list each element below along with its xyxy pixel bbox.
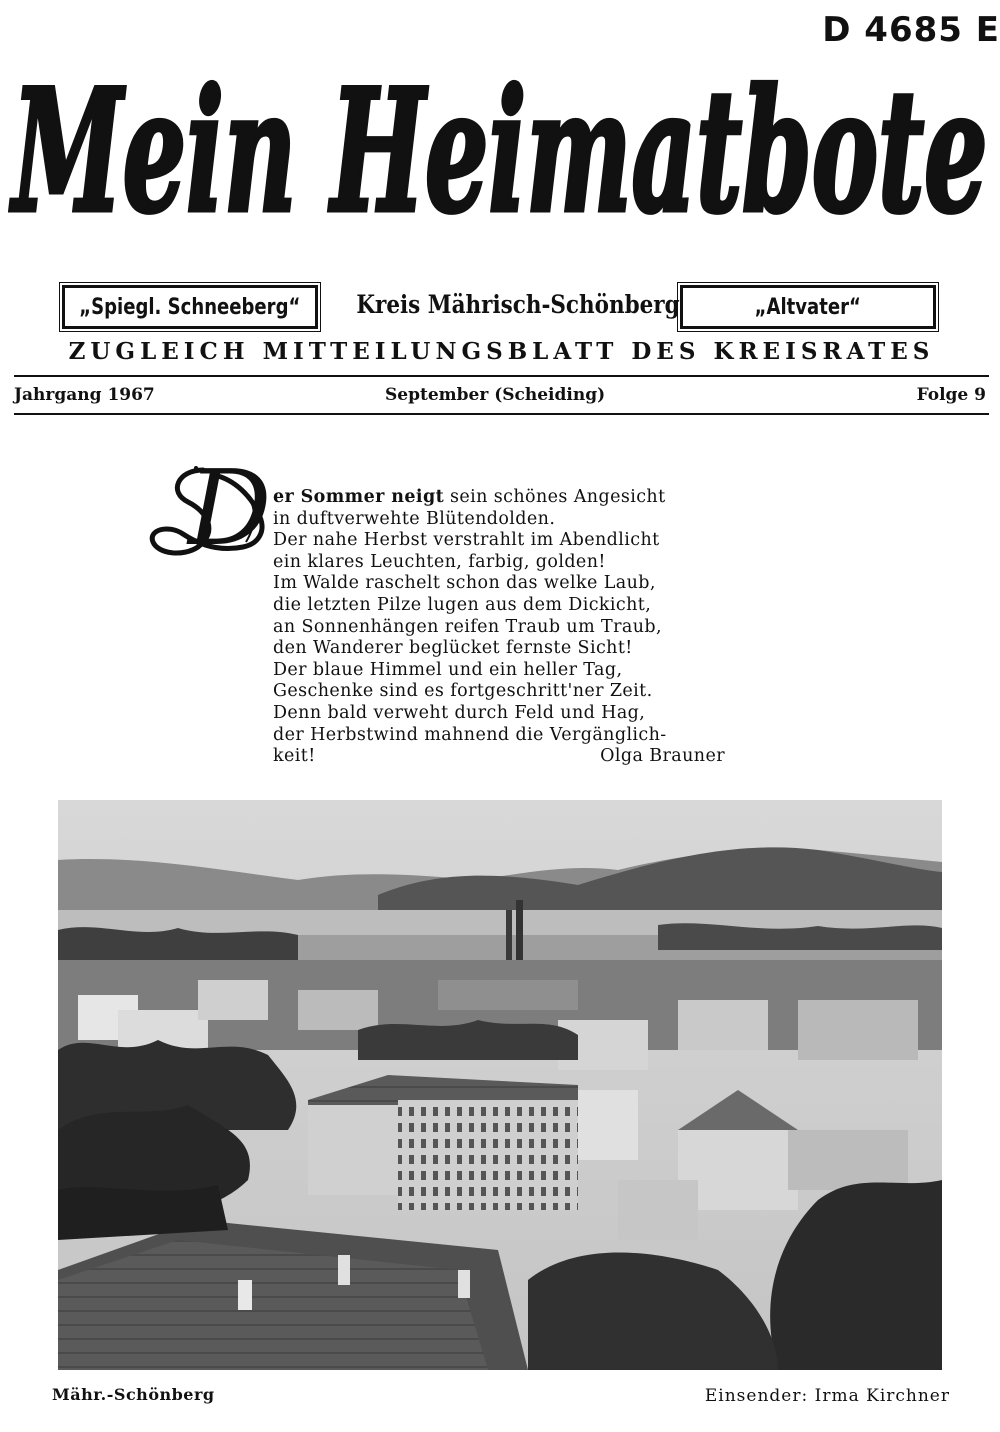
town-photo (58, 800, 942, 1370)
masthead-title (8, 40, 993, 270)
poem-line: Geschenke sind es fortgeschritt'ner Zeit. (273, 681, 653, 702)
issue-number: Folge 9 (916, 385, 986, 405)
subtitle-line: ZUGLEICH MITTEILUNGSBLATT DES KREISRATES (68, 338, 935, 365)
photo-caption-place: Mähr.-Schönberg (52, 1385, 215, 1404)
poem-last-line (273, 746, 725, 768)
poem-first-rest: sein schönes Angesicht (444, 487, 666, 507)
poem-line: Im Walde raschelt schon das welke Laub, (273, 573, 656, 594)
poem-line: ein klares Leuchten, farbig, golden! (273, 551, 606, 572)
region-box-left (62, 285, 318, 329)
photo-caption-sender: Einsender: Irma Kirchner (704, 1386, 950, 1406)
issue-month: September (Scheiding) (385, 385, 606, 405)
divider-top (14, 375, 989, 377)
region-box-right-label: „Altvater“ (754, 294, 862, 320)
poem-line: den Wanderer beglücket fernste Sicht! (273, 638, 633, 659)
issue-year: Jahrgang 1967 (14, 385, 155, 405)
region-title (330, 290, 680, 319)
poem-line: Der nahe Herbst verstrahlt im Abendlicht (273, 530, 660, 551)
poem-line: Denn bald verweht durch Feld und Hag, (273, 702, 646, 723)
poem-line: an Sonnenhängen reifen Traub um Traub, (273, 616, 662, 637)
poem-initial (148, 447, 272, 569)
poem-line-1 (273, 487, 733, 509)
region-box-left-label: „Spiegl. Schneeberg“ (79, 294, 301, 320)
initial-letter: D (188, 447, 272, 569)
poem-line: in duftverwehte Blütendolden. (273, 508, 556, 529)
poem-line: Der blaue Himmel und ein heller Tag, (273, 659, 623, 680)
poem-line: der Herbstwind mahnend die Vergänglich- (273, 724, 667, 745)
divider-bottom (14, 413, 989, 415)
poem-last-word: keit! (273, 746, 316, 767)
region-title-label: Kreis Mährisch-Schönberg (356, 290, 680, 319)
poem-line: die letzten Pilze lugen aus dem Dickicht, (273, 594, 652, 615)
edition-code: D 4685 E (822, 10, 1000, 50)
region-box-right (680, 285, 936, 329)
poem-first-bold: er Sommer neigt (273, 487, 445, 507)
poem-text (273, 487, 733, 768)
masthead-title-text: Mein Heimatbote (9, 52, 988, 250)
poem-author: Olga Brauner (600, 746, 725, 767)
